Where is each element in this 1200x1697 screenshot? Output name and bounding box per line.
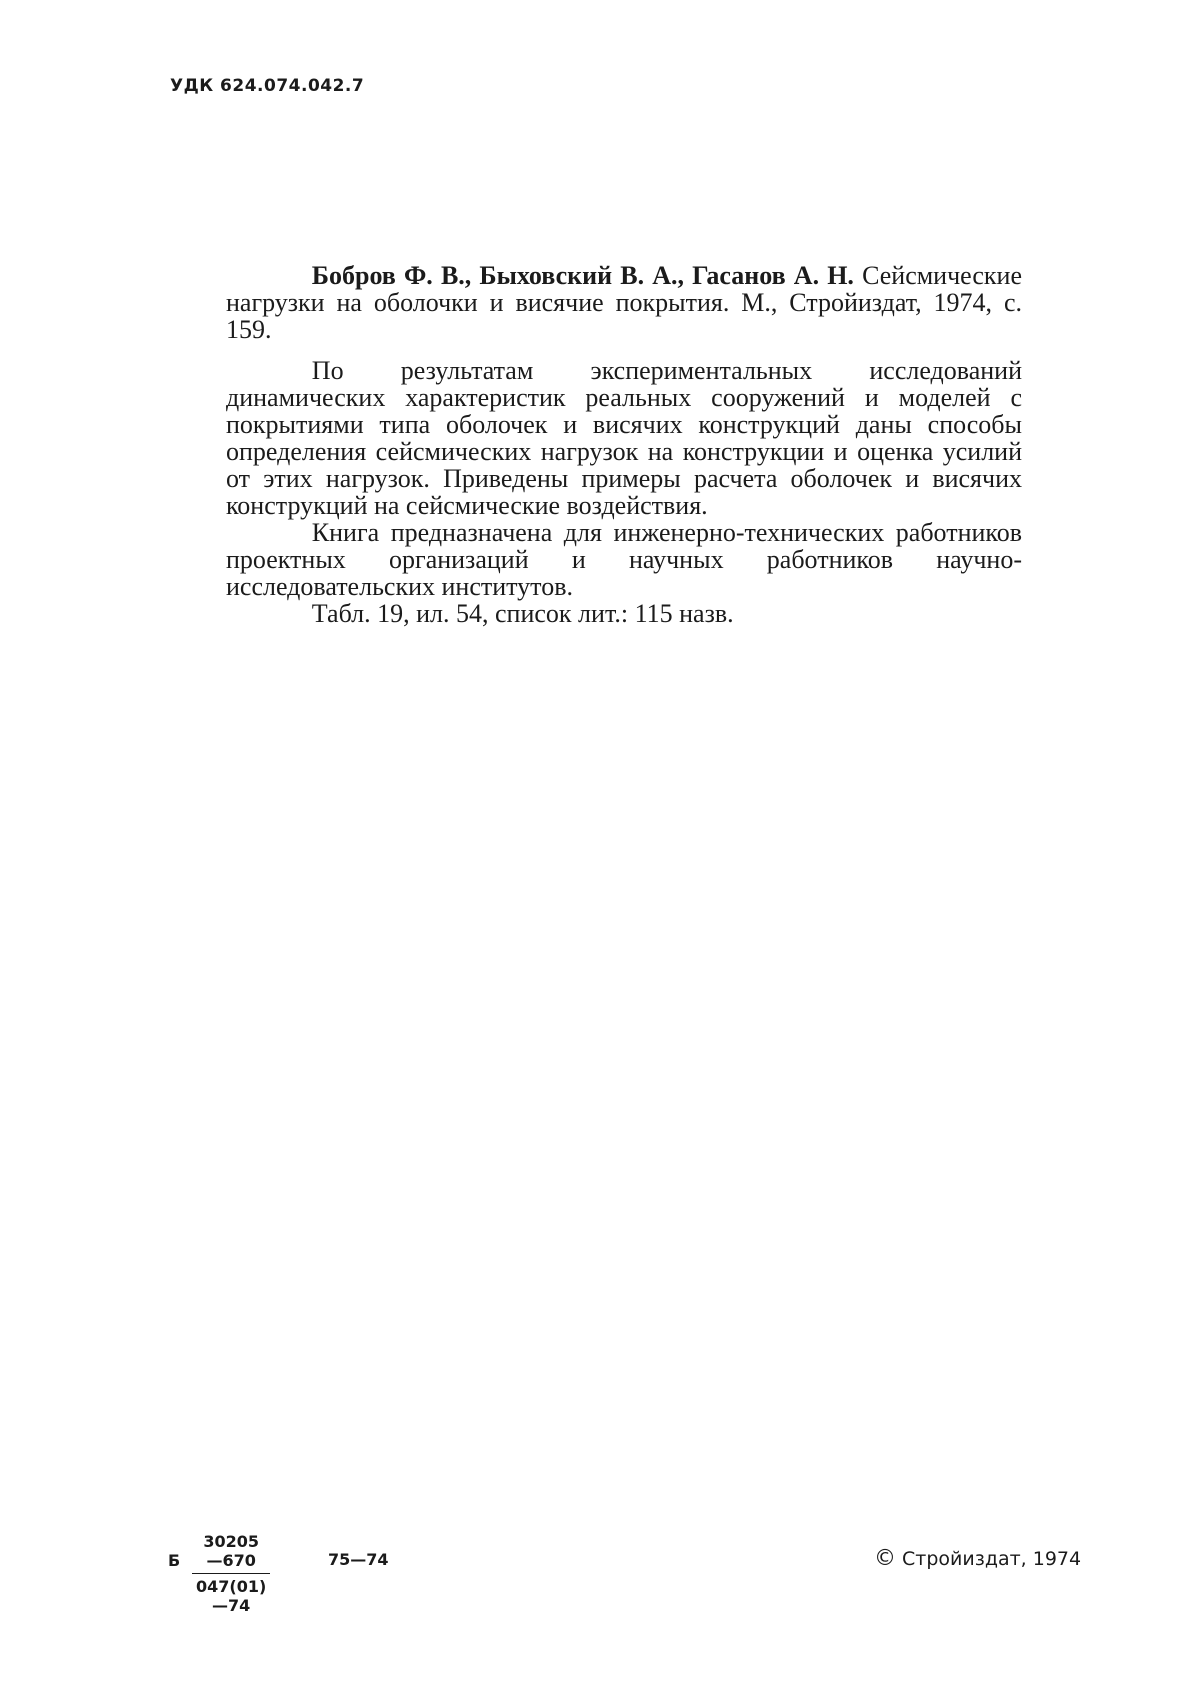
index-letter: Б xyxy=(168,1551,181,1570)
udk-code: УДК 624.074.042.7 xyxy=(170,76,365,96)
bibliographic-abstract xyxy=(226,262,1022,627)
audience-paragraph: Книга предназначена для инженерно-технических работников проектных организаций и научных работников научно-исследовательских институтов. xyxy=(226,518,1022,601)
index-numerator: 30205—670 xyxy=(192,1532,270,1574)
citation: Сейсмические нагрузки на оболочки и висячие покрытия. М., Стройиздат, 1974, с. 159. xyxy=(226,261,1022,344)
index-suffix: 75—74 xyxy=(328,1550,389,1569)
copyright-notice xyxy=(874,1546,1081,1571)
annotation-paragraph: По результатам экспериментальных исследований динамических характеристик реальных сооружений и моделей с покрытиями типа оболочек и висячих конструкций даны способы определения сейсмических нагрузок на конструкции и оценка усилий от этих нагрузок. Приведены примеры расчета оболочек и висячих конструкций на сейсмические воздействия. xyxy=(226,356,1022,520)
tables-illustrations-note: Табл. 19, ил. 54, список лит.: 115 назв. xyxy=(311,599,734,628)
copyright-icon: © xyxy=(874,1546,896,1571)
bibliographic-reference xyxy=(226,262,1022,343)
index-fraction xyxy=(192,1532,270,1615)
copyright-text: Стройиздат, 1974 xyxy=(902,1548,1082,1570)
index-denominator: 047(01)—74 xyxy=(196,1577,267,1615)
authors: Бобров Ф. В., Быховский В. А., Гасанов А. Н. xyxy=(311,261,854,290)
